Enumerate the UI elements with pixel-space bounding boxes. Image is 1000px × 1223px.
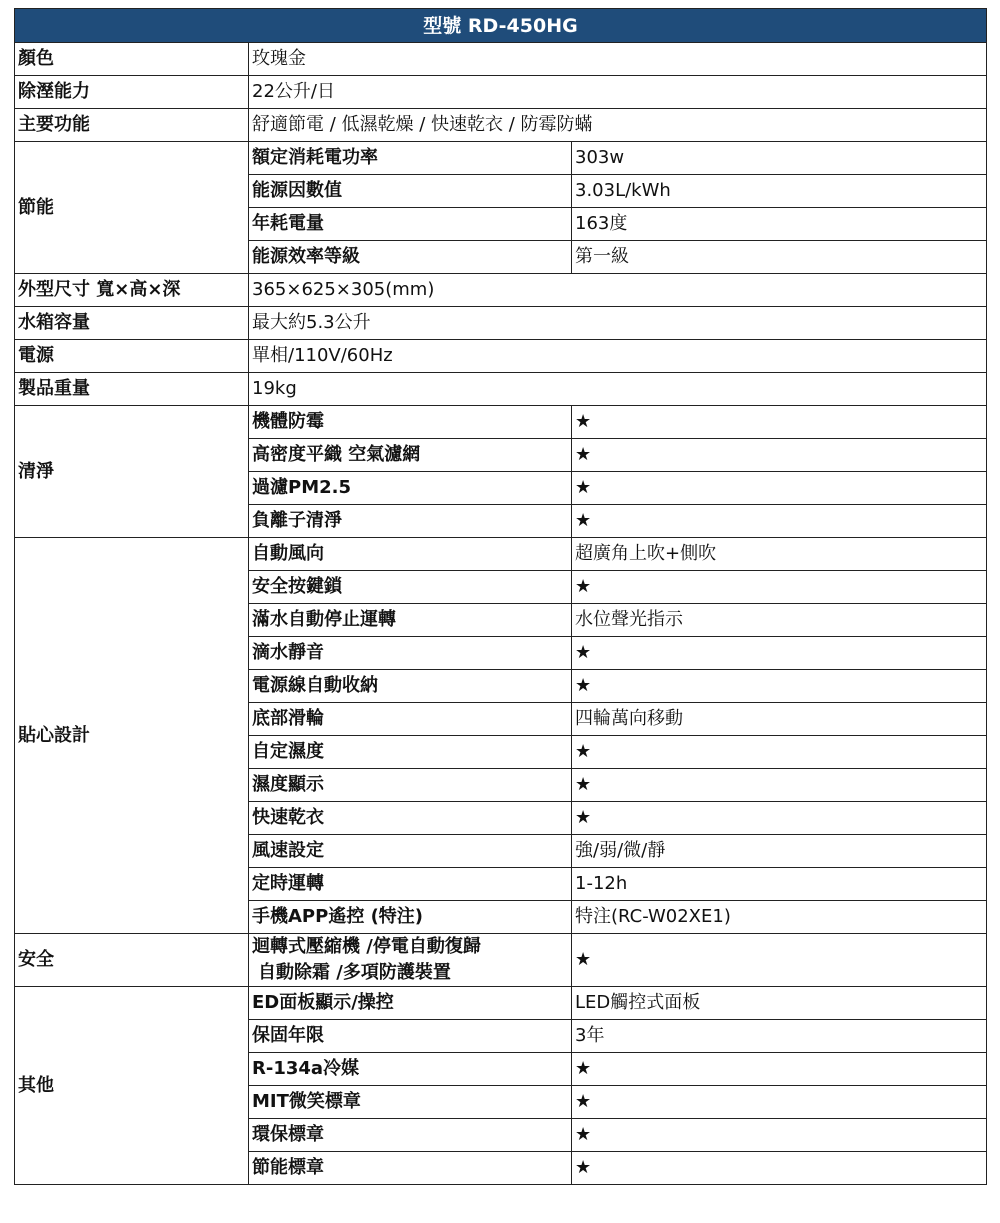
spec-row [15,274,987,307]
feature-value: ★ [572,1152,987,1185]
row-value: 玫瑰金 [249,43,987,76]
design-row [15,538,987,571]
feature-value: ★ [572,1053,987,1086]
row-label: 除溼能力 [15,76,249,109]
feature-value: ★ [572,637,987,670]
feature-name: 能源因數值 [249,175,572,208]
feature-value: 超廣角上吹+側吹 [572,538,987,571]
feature-name: 過濾PM2.5 [249,472,572,505]
spec-row [15,307,987,340]
feature-name: 手機APP遙控 (特注) [249,901,572,934]
feature-name: 濕度顯示 [249,769,572,802]
feature-value: 四輪萬向移動 [572,703,987,736]
feature-name: MIT微笑標章 [249,1086,572,1119]
row-label: 電源 [15,340,249,373]
feature-name: 保固年限 [249,1020,572,1053]
feature-name: 年耗電量 [249,208,572,241]
row-value: 19kg [249,373,987,406]
feature-value: ★ [572,769,987,802]
feature-name: 機體防霉 [249,406,572,439]
feature-value: 3.03L/kWh [572,175,987,208]
feature-name: 定時運轉 [249,868,572,901]
feature-name: 負離子清淨 [249,505,572,538]
feature-value: 強/弱/微/靜 [572,835,987,868]
feature-value: ★ [572,505,987,538]
safety-row [15,934,987,987]
feature-name: 節能標章 [249,1152,572,1185]
table-title: 型號 RD-450HG [15,9,987,43]
feature-value: ★ [572,1086,987,1119]
feature-name: 滿水自動停止運轉 [249,604,572,637]
other-row [15,987,987,1020]
feature-value: LED觸控式面板 [572,987,987,1020]
row-value: 單相/110V/60Hz [249,340,987,373]
clean-row [15,406,987,439]
energy-label: 節能 [15,142,249,274]
feature-value: ★ [572,670,987,703]
spec-row [15,76,987,109]
feature-value: 特注(RC-W02XE1) [572,901,987,934]
feature-value: ★ [572,406,987,439]
feature-value: 3年 [572,1020,987,1053]
safety-line-2: 自動除霜 /多項防護裝置 [258,962,451,983]
spec-row [15,373,987,406]
row-label: 顏色 [15,43,249,76]
feature-name: 電源線自動收納 [249,670,572,703]
safety-label: 安全 [15,934,249,987]
design-label: 貼心設計 [15,538,249,934]
title-row [15,9,987,43]
feature-name: 高密度平織 空氣濾網 [249,439,572,472]
feature-name: 能源效率等級 [249,241,572,274]
energy-row [15,142,987,175]
feature-name: 底部滑輪 [249,703,572,736]
row-label: 主要功能 [15,109,249,142]
safety-features [249,934,572,987]
feature-value: ★ [572,439,987,472]
feature-name: 安全按鍵鎖 [249,571,572,604]
feature-value: 1-12h [572,868,987,901]
feature-value: ★ [572,802,987,835]
spec-row [15,340,987,373]
feature-name: 額定消耗電功率 [249,142,572,175]
feature-value: 第一級 [572,241,987,274]
feature-value: ★ [572,571,987,604]
spec-row [15,109,987,142]
row-value: 舒適節電 / 低濕乾燥 / 快速乾衣 / 防霉防蟎 [249,109,987,142]
clean-label: 清淨 [15,406,249,538]
safety-value: ★ [572,934,987,987]
feature-name: 環保標章 [249,1119,572,1152]
feature-value: 303w [572,142,987,175]
feature-name: R-134a冷媒 [249,1053,572,1086]
feature-name: 自定濕度 [249,736,572,769]
safety-line-1: 迴轉式壓縮機 /停電自動復歸 [252,936,481,957]
feature-value: 水位聲光指示 [572,604,987,637]
row-label: 水箱容量 [15,307,249,340]
other-label: 其他 [15,987,249,1185]
row-value: 最大約5.3公升 [249,307,987,340]
spec-row [15,43,987,76]
feature-value: ★ [572,736,987,769]
feature-name: 滴水靜音 [249,637,572,670]
feature-name: 快速乾衣 [249,802,572,835]
row-value: 22公升/日 [249,76,987,109]
feature-value: 163度 [572,208,987,241]
feature-value: ★ [572,472,987,505]
feature-value: ★ [572,1119,987,1152]
feature-name: 自動風向 [249,538,572,571]
row-label: 外型尺寸 寬×高×深 [15,274,249,307]
row-label: 製品重量 [15,373,249,406]
spec-table [14,8,987,1185]
feature-name: 風速設定 [249,835,572,868]
feature-name: ED面板顯示/操控 [249,987,572,1020]
row-value: 365×625×305(mm) [249,274,987,307]
